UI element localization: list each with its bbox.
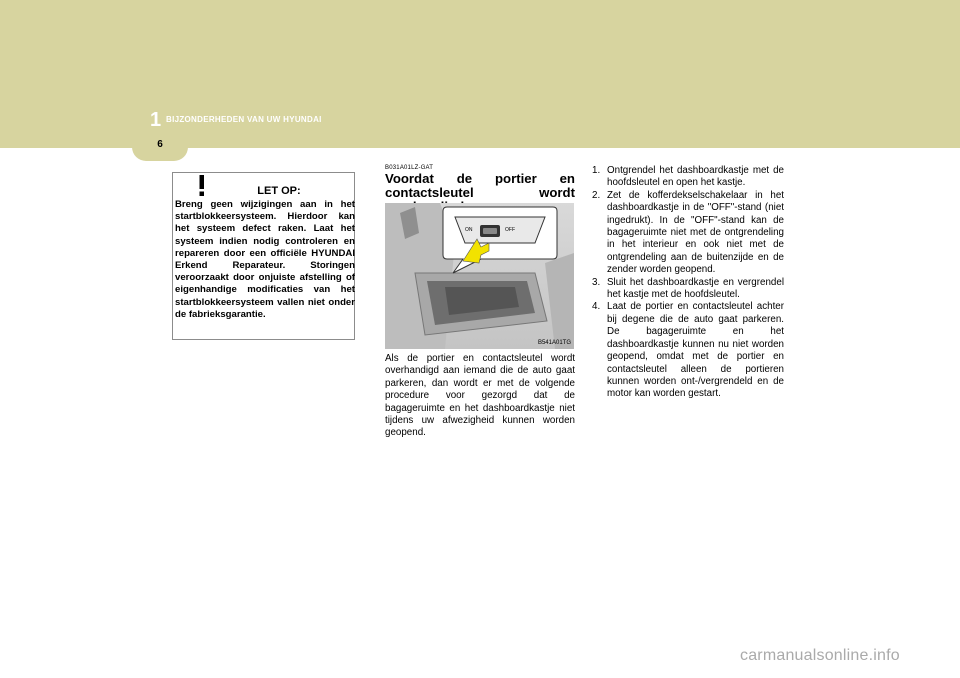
warning-text: Breng geen wijzigingen aan in het startblokkeersysteem. Hierdoor kan het systeem defect raken. Laat het systeem indien nodig controleren en repareren door een officiële HYUNDAI Erkend Reparateur. Storingen veroorzaakt door onjuiste afstelling of eigenhandige modificaties van het startblokkeersysteem vallen niet onder de fabrieksgarantie.: [175, 199, 355, 320]
section-body: Als de portier en contactsleutel wordt overhandigd aan iemand die de auto gaat parkeren, dan wordt er met de volgende procedure voor gezorgd dat de bagageruimte en het dashboardkastje niet tijdens uw afwezigheid kunnen worden geopend.: [385, 353, 575, 439]
step-number: 3.: [592, 276, 601, 288]
step-text: Ontgrendel het dashboardkastje met de hoofdsleutel en open het kastje.: [607, 165, 784, 189]
page-number: 6: [157, 139, 163, 150]
chapter-number: 1: [150, 109, 162, 131]
procedure-step: [592, 165, 784, 190]
step-number: 4.: [592, 301, 601, 313]
procedure-step: [592, 277, 784, 302]
switch-on-label: ON: [465, 227, 473, 233]
header-band: [0, 0, 960, 148]
warning-box: [172, 172, 355, 340]
step-text: Sluit het dashboardkastje en vergrendel het kastje met de hoofdsleutel.: [607, 276, 784, 301]
procedure-steps: [592, 165, 784, 401]
step-text: Laat de portier en contactsleutel achter bij degene die de auto gaat parkeren. De bagageruimte en het dashboardkastje kunnen nu niet worden geopend, omdat met de portier en contactsleutel alleen de portieren kunnen worden ont-/vergrendeld en de motor kan worden gestart.: [607, 301, 784, 400]
section-code: B031A01LZ-GAT: [385, 165, 434, 171]
glovebox-illustration: [385, 203, 574, 349]
glovebox-photo: [385, 203, 574, 349]
section-title: Voordat de portier en contactsleutel wordt: [385, 171, 575, 200]
procedure-step: [592, 190, 784, 277]
warning-exclamation-icon: [183, 173, 221, 197]
watermark: carmanualsonline.info: [740, 647, 900, 664]
image-label: B541A01TG: [537, 340, 571, 346]
warning-title: LET OP:: [257, 185, 301, 197]
step-number: 2.: [592, 189, 601, 201]
step-text: Zet de kofferdekselschakelaar in het dashboardkastje in de "OFF"-stand (niet ingedrukt). In de "OFF"-stand kan de bagageruimte niet met de ontgrendeling in het interieur en ook niet met de ontgrendeling aan de buitenzijde en de zender worden geopend.: [607, 189, 784, 276]
switch-off-label: OFF: [505, 227, 515, 233]
chapter-title: BIJZONDERHEDEN VAN UW HYUNDAI: [166, 115, 322, 124]
step-number: 1.: [592, 165, 601, 176]
procedure-step: [592, 301, 784, 400]
